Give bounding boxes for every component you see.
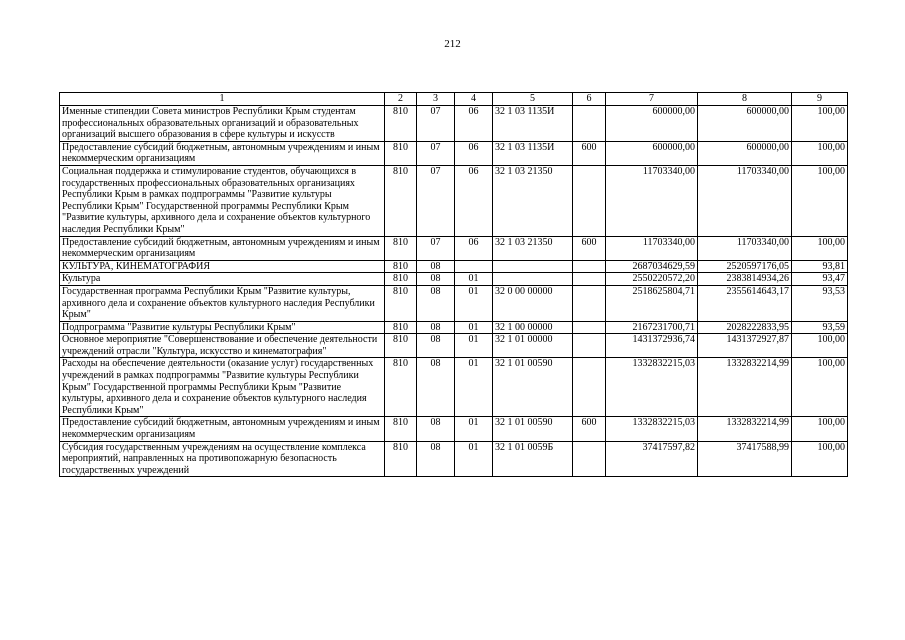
target-article-cell: 32 1 01 00590 [493, 358, 573, 417]
expense-type-cell [573, 334, 606, 358]
ministry-code-cell: 810 [385, 165, 417, 236]
subsection-code-cell: 01 [455, 321, 493, 334]
ministry-code-cell: 810 [385, 273, 417, 286]
ministry-code-cell: 810 [385, 141, 417, 165]
execution-percent-cell: 100,00 [792, 236, 848, 260]
execution-percent-cell: 100,00 [792, 358, 848, 417]
col-header: 2 [385, 93, 417, 106]
section-code-cell: 08 [417, 321, 455, 334]
target-article-cell: 32 1 03 1135И [493, 141, 573, 165]
expense-name-cell: Субсидия государственным учреждениям на осуществление комплекса мероприятий, направленных на противопожарную безопасность государственных учреждений [60, 441, 385, 477]
executed-amount-cell: 2520597176,05 [698, 260, 792, 273]
expense-name-cell: Государственная программа Республики Крым "Развитие культуры, архивного дела и сохранение объектов культурного наследия Республики Крым" [60, 285, 385, 321]
section-code-cell: 08 [417, 417, 455, 441]
table-row [60, 273, 848, 286]
expense-type-cell [573, 273, 606, 286]
expense-type-cell [573, 358, 606, 417]
subsection-code-cell: 06 [455, 236, 493, 260]
subsection-code-cell: 01 [455, 334, 493, 358]
table-row [60, 236, 848, 260]
ministry-code-cell: 810 [385, 285, 417, 321]
table-row [60, 334, 848, 358]
ministry-code-cell: 810 [385, 441, 417, 477]
subsection-code-cell: 01 [455, 285, 493, 321]
expense-name-cell: Расходы на обеспечение деятельности (оказание услуг) государственных учреждений в рамках подпрограммы "Развитие культуры Республики Крым" Государственной программы Республики Крым "Развитие культуры, архивного дела и сохранение объектов культурного наследия Республики Крым" [60, 358, 385, 417]
executed-amount-cell: 600000,00 [698, 141, 792, 165]
ministry-code-cell: 810 [385, 417, 417, 441]
section-code-cell: 07 [417, 106, 455, 142]
expense-name-cell: Культура [60, 273, 385, 286]
expense-name-cell: Подпрограмма "Развитие культуры Республики Крым" [60, 321, 385, 334]
planned-amount-cell: 37417597,82 [606, 441, 698, 477]
execution-percent-cell: 100,00 [792, 441, 848, 477]
execution-percent-cell: 93,47 [792, 273, 848, 286]
ministry-code-cell: 810 [385, 321, 417, 334]
planned-amount-cell: 600000,00 [606, 106, 698, 142]
target-article-cell: 32 1 03 1135И [493, 106, 573, 142]
table-row [60, 106, 848, 142]
subsection-code-cell: 01 [455, 441, 493, 477]
planned-amount-cell: 2518625804,71 [606, 285, 698, 321]
planned-amount-cell: 1431372936,74 [606, 334, 698, 358]
col-header: 1 [60, 93, 385, 106]
section-code-cell: 08 [417, 334, 455, 358]
expense-type-cell [573, 321, 606, 334]
expense-name-cell: Основное мероприятие "Совершенствование и обеспечение деятельности учреждений отрасли "Культура, искусство и кинематография" [60, 334, 385, 358]
target-article-cell: 32 1 01 0059Б [493, 441, 573, 477]
expense-name-cell: Предоставление субсидий бюджетным, автономным учреждениям и иным некоммерческим организациям [60, 417, 385, 441]
col-header: 7 [606, 93, 698, 106]
planned-amount-cell: 600000,00 [606, 141, 698, 165]
target-article-cell: 32 1 00 00000 [493, 321, 573, 334]
table-row [60, 358, 848, 417]
expense-type-cell [573, 260, 606, 273]
target-article-cell [493, 273, 573, 286]
table-row [60, 260, 848, 273]
section-code-cell: 07 [417, 165, 455, 236]
ministry-code-cell: 810 [385, 106, 417, 142]
executed-amount-cell: 11703340,00 [698, 165, 792, 236]
executed-amount-cell: 1431372927,87 [698, 334, 792, 358]
expense-name-cell: Предоставление субсидий бюджетным, автономным учреждениям и иным некоммерческим организациям [60, 141, 385, 165]
execution-percent-cell: 100,00 [792, 165, 848, 236]
table-row [60, 165, 848, 236]
section-code-cell: 08 [417, 260, 455, 273]
ministry-code-cell: 810 [385, 358, 417, 417]
target-article-cell: 32 1 03 21350 [493, 165, 573, 236]
table-row [60, 321, 848, 334]
subsection-code-cell: 06 [455, 106, 493, 142]
executed-amount-cell: 2028222833,95 [698, 321, 792, 334]
execution-percent-cell: 93,53 [792, 285, 848, 321]
expense-name-cell: Социальная поддержка и стимулирование студентов, обучающихся в государственных профессиональных образовательных организациях Республики Крым в рамках подпрограммы "Развитие культуры Республики Крым" Государственной программы Республики Крым "Развитие культуры, архивного дела и сохранение объектов культурного наследия Республики Крым" [60, 165, 385, 236]
subsection-code-cell: 06 [455, 165, 493, 236]
executed-amount-cell: 2383814934,26 [698, 273, 792, 286]
target-article-cell: 32 1 01 00000 [493, 334, 573, 358]
planned-amount-cell: 2550220572,20 [606, 273, 698, 286]
execution-percent-cell: 93,81 [792, 260, 848, 273]
execution-percent-cell: 100,00 [792, 334, 848, 358]
target-article-cell: 32 1 01 00590 [493, 417, 573, 441]
planned-amount-cell: 11703340,00 [606, 165, 698, 236]
executed-amount-cell: 600000,00 [698, 106, 792, 142]
col-header: 4 [455, 93, 493, 106]
expense-name-cell: Предоставление субсидий бюджетным, автономным учреждениям и иным некоммерческим организациям [60, 236, 385, 260]
planned-amount-cell: 1332832215,03 [606, 417, 698, 441]
section-code-cell: 08 [417, 441, 455, 477]
header-row [60, 93, 848, 106]
executed-amount-cell: 1332832214,99 [698, 417, 792, 441]
execution-percent-cell: 100,00 [792, 106, 848, 142]
col-header: 5 [493, 93, 573, 106]
page-number: 212 [444, 38, 461, 50]
expense-name-cell: Именные стипендии Совета министров Республики Крым студентам профессиональных образовательных организаций и образовательных организаций высшего образования в сфере культуры и искусств [60, 106, 385, 142]
subsection-code-cell: 01 [455, 417, 493, 441]
expense-type-cell [573, 285, 606, 321]
table-row [60, 417, 848, 441]
planned-amount-cell: 11703340,00 [606, 236, 698, 260]
section-code-cell: 08 [417, 358, 455, 417]
table-row [60, 441, 848, 477]
subsection-code-cell: 01 [455, 358, 493, 417]
planned-amount-cell: 2687034629,59 [606, 260, 698, 273]
expense-type-cell [573, 165, 606, 236]
expense-type-cell [573, 441, 606, 477]
executed-amount-cell: 37417588,99 [698, 441, 792, 477]
budget-table [59, 92, 848, 477]
table-body [60, 106, 848, 477]
ministry-code-cell: 810 [385, 236, 417, 260]
section-code-cell: 07 [417, 141, 455, 165]
col-header: 9 [792, 93, 848, 106]
expense-type-cell: 600 [573, 141, 606, 165]
col-header: 3 [417, 93, 455, 106]
section-code-cell: 07 [417, 236, 455, 260]
executed-amount-cell: 11703340,00 [698, 236, 792, 260]
col-header: 6 [573, 93, 606, 106]
executed-amount-cell: 2355614643,17 [698, 285, 792, 321]
target-article-cell: 32 1 03 21350 [493, 236, 573, 260]
planned-amount-cell: 1332832215,03 [606, 358, 698, 417]
expense-type-cell: 600 [573, 417, 606, 441]
execution-percent-cell: 100,00 [792, 141, 848, 165]
planned-amount-cell: 2167231700,71 [606, 321, 698, 334]
ministry-code-cell: 810 [385, 260, 417, 273]
col-header: 8 [698, 93, 792, 106]
expense-type-cell [573, 106, 606, 142]
table-row [60, 141, 848, 165]
target-article-cell [493, 260, 573, 273]
subsection-code-cell: 06 [455, 141, 493, 165]
target-article-cell: 32 0 00 00000 [493, 285, 573, 321]
section-code-cell: 08 [417, 285, 455, 321]
executed-amount-cell: 1332832214,99 [698, 358, 792, 417]
execution-percent-cell: 100,00 [792, 417, 848, 441]
section-code-cell: 08 [417, 273, 455, 286]
subsection-code-cell [455, 260, 493, 273]
expense-name-cell: КУЛЬТУРА, КИНЕМАТОГРАФИЯ [60, 260, 385, 273]
table-row [60, 285, 848, 321]
expense-type-cell: 600 [573, 236, 606, 260]
execution-percent-cell: 93,59 [792, 321, 848, 334]
ministry-code-cell: 810 [385, 334, 417, 358]
subsection-code-cell: 01 [455, 273, 493, 286]
